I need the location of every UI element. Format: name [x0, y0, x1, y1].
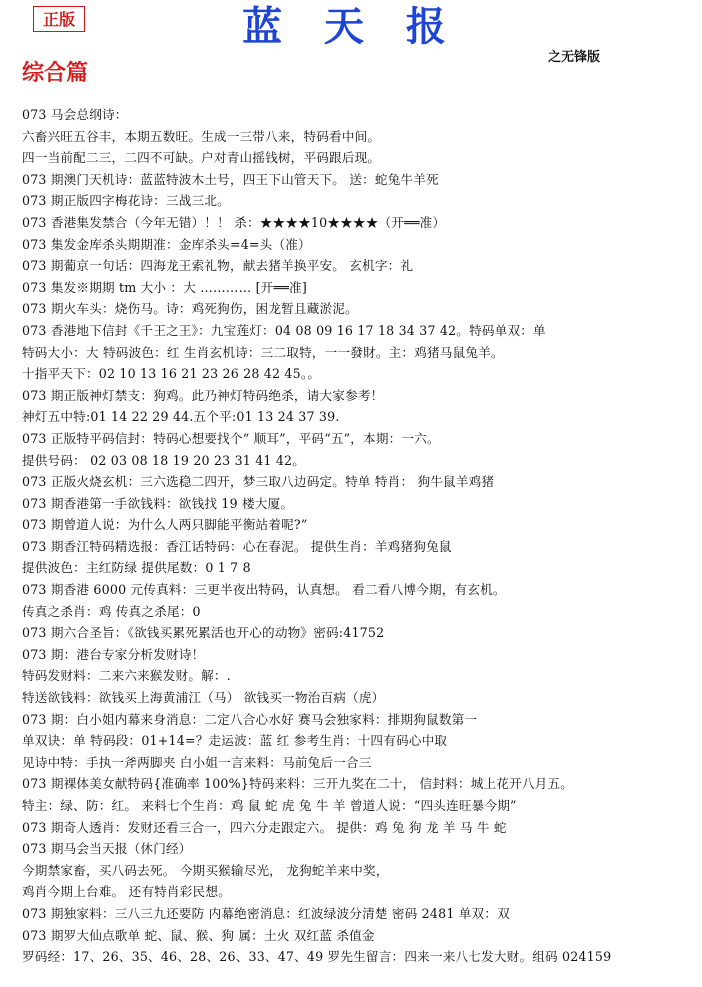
- text-line: 073 期香江特码精选报：香江话特码：心在春泥。 提供生肖：羊鸡猪狗兔鼠: [22, 538, 452, 554]
- text-line: 六畜兴旺五谷丰，本期五数旺。生成一三带八来，特码看中间。: [22, 128, 381, 144]
- text-line: 073 期正版神灯禁支：狗鸡。此乃神灯特码绝杀，请大家参考！: [22, 387, 384, 403]
- text-line: 073 期：白小姐内幕来身消息：二定八合心水好 赛马会独家料：排期狗鼠数第一: [22, 711, 478, 727]
- text-line: 073 期裸体美女献特码{准确率 100%}特码来料：三开九奖在二十， 信封料：城上花开八月五。: [22, 776, 574, 792]
- text-line: 073 期火车头：烧伤马。诗：鸡死狗伤，困龙暂且藏淤泥。: [22, 301, 358, 317]
- text-line: 传真之杀肖：鸡 传真之杀尾：0: [22, 603, 201, 619]
- text-line: 073 期葡京一句话：四海龙王索礼物，献去猪羊换平安。 玄机字：礼: [22, 258, 414, 274]
- text-line: 特送欲钱料：欲钱买上海黄浦江（马） 欲钱买一物治百病（虎）: [22, 690, 385, 706]
- text-line: 073 集发金库杀头期期准：金库杀头=4=头（准）: [22, 236, 311, 252]
- section-title: 综合篇: [22, 60, 89, 86]
- text-line: 073 期罗大仙点歌单 蛇、鼠、猴、狗 属：土火 双红蓝 杀值金: [22, 927, 375, 943]
- text-line: 十指平天下：02 10 13 16 21 23 26 28 42 45。。: [22, 366, 321, 382]
- text-line: 073 期正版四字梅花诗：三战三北。: [22, 193, 230, 209]
- article-body: [22, 104, 694, 968]
- text-line: 提供波色：主红防绿 提供尾数：0 1 7 8: [22, 560, 251, 576]
- text-line: 073 马会总纲诗：: [22, 107, 128, 122]
- text-line: 073 期香港第一手欲钱料：欲钱找 19 楼大厦。: [22, 495, 294, 511]
- text-line: 单双诀：单 特码段：01+14=？走运波：蓝 红 参考生肖：十四有码心中取: [22, 733, 448, 749]
- text-line: 073 期六合圣旨：《欲钱买累死累活也开心的动物》密码:41752: [22, 625, 385, 641]
- text-line: 073 期澳门天机诗：蓝蓝特波木土号，四王下山管天下。 送：蛇兔牛羊死: [22, 171, 439, 187]
- genuine-badge: 正版: [33, 6, 85, 32]
- text-line: 073 集发※期期 tm 大小 ：大 ………… [开══准]: [22, 279, 307, 295]
- text-line: 073 期独家料：三八三九还要防 内幕绝密消息：红波绿波分清楚 密码 2481 单双：双: [22, 905, 510, 921]
- text-line: 今期禁家畜，买八码去死。 今期买猴输尽光， 龙狗蛇羊来中奖，: [22, 862, 389, 878]
- text-line: 罗码经：17、26、35、46、28、26、33、47、49 罗先生留言：四来一来八七发大财。组码 024159: [22, 949, 612, 965]
- text-line: 073 期曾道人说：为什么人两只脚能平衡站着呢?”: [22, 517, 308, 533]
- newspaper-title: 蓝 天 报: [242, 3, 460, 50]
- text-line: 073 期：港台专家分析发财诗！: [22, 646, 205, 662]
- text-line: 073 香港地下信封《千王之王》：九宝莲灯：04 08 09 16 17 18 34 37 42。特码单双：单: [22, 322, 546, 338]
- text-line: 073 期奇人透肖：发财还看三合一，四六分走跟定六。 提供：鸡 兔 狗 龙 羊 马 牛 蛇: [22, 819, 507, 835]
- text-line: 073 期香港 6000 元传真料：三更半夜出特码，认真想。 看二看八博今期，有玄机。: [22, 582, 506, 598]
- text-line: 鸡肖今期上台难。 还有特肖彩民想。: [22, 884, 231, 900]
- text-line: 特码大小：大 特码波色：红 生肖玄机诗：三二取特，一一發財。主：鸡猪马鼠兔羊。: [22, 344, 504, 360]
- text-line: 四一当前配二三，二四不可缺。户对青山摇钱树，平码跟后现。: [22, 150, 381, 166]
- text-line: 073 期马会当天报（休门经）: [22, 841, 192, 857]
- text-line: 见诗中特：手执一斧两脚夹 白小姐一言来料：马前兔后一合三: [22, 754, 372, 770]
- text-line: 提供号码： 02 03 08 18 19 20 23 31 41 42。: [22, 452, 306, 468]
- edition-label: 之无锋版: [548, 50, 601, 65]
- text-line: 073 香港集发禁合（今年无错）！！ 杀：★★★★10★★★★（开══准）: [22, 214, 446, 230]
- text-line: 神灯五中特:01 14 22 29 44.五个平:01 13 24 37 39.: [22, 409, 340, 425]
- text-line: 073 正版特平码信封：特码心想要找个“ 顺耳”，平码“五”，本期：一六。: [22, 430, 440, 446]
- text-line: 073 正版火烧玄机：三六选稳二四开，梦三取八边码定。特单 特肖： 狗牛鼠羊鸡猪: [22, 474, 495, 490]
- text-line: 特码发财料：二来六来猴发财。解：.: [22, 668, 231, 684]
- text-line: 特主：绿、防：红。 来料七个生肖：鸡 鼠 蛇 虎 兔 牛 羊 曾道人说：“四头连旺暴今期”: [22, 798, 517, 813]
